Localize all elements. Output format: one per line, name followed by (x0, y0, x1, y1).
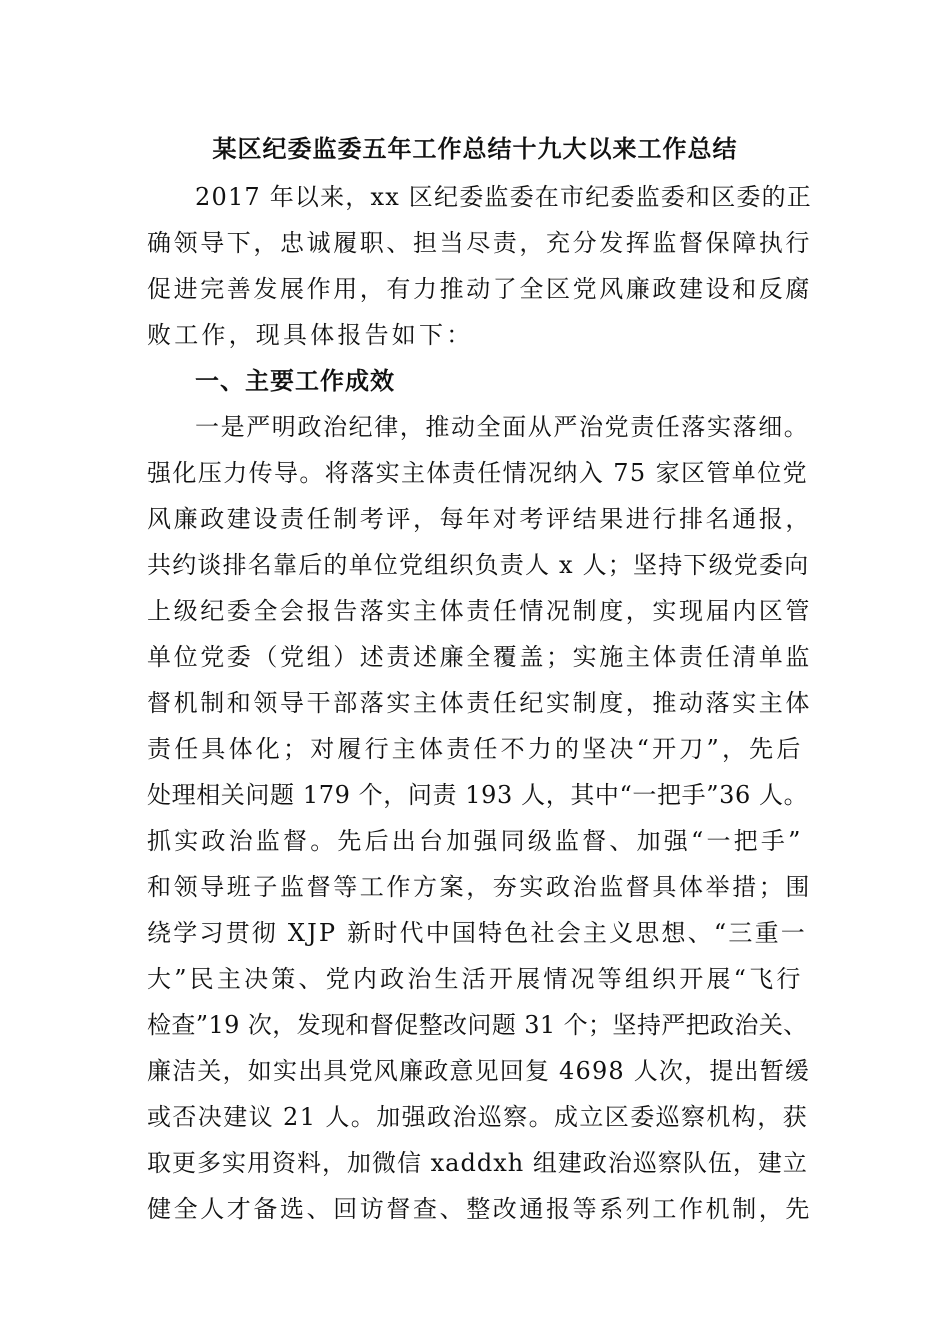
body-line: 2017 年以来，xx 区纪委监委在市纪委监委和区委的正 (195, 183, 813, 211)
body-line: 共约谈排名靠后的单位党组织负责人 x 人；坚持下级党委向 (147, 551, 810, 579)
body-line: 确领导下，忠诚履职、担当尽责，充分发挥监督保障执行 (147, 229, 812, 257)
body-line: 绕学习贯彻 XJP 新时代中国特色社会主义思想、“三重一 (147, 919, 807, 947)
body-line: 单位党委（党组）述责述廉全覆盖；实施主体责任清单监 (147, 643, 812, 671)
body-line: 处理相关问题 179 个，问责 193 人，其中“一把手”36 人。 (147, 781, 809, 809)
body-line: 取更多实用资料，加微信 xaddxh 组建政治巡察队伍，建立 (147, 1149, 808, 1177)
body-line: 上级纪委全会报告落实主体责任情况制度，实现届内区管 (147, 597, 812, 625)
body-line: 抓实政治监督。先后出台加强同级监督、加强“一把手” (147, 827, 804, 855)
body-line: 督机制和领导干部落实主体责任纪实制度，推动落实主体 (147, 689, 812, 717)
body-line: 强化压力传导。将落实主体责任情况纳入 75 家区管单位党 (147, 459, 808, 487)
body-line: 和领导班子监督等工作方案，夯实政治监督具体举措；围 (147, 873, 812, 901)
body-line: 败工作，现具体报告如下： (147, 321, 474, 349)
body-line: 一是严明政治纪律，推动全面从严治党责任落实落细。 (195, 413, 810, 441)
body-line: 促进完善发展作用，有力推动了全区党风廉政建设和反腐 (147, 275, 812, 303)
body-line: 风廉政建设责任制考评，每年对考评结果进行排名通报， (147, 505, 812, 533)
body-line: 大”民主决策、党内政治生活开展情况等组织开展“飞行 (147, 965, 804, 993)
body-line: 检查”19 次，发现和督促整改问题 31 个；坚持严把政治关、 (147, 1011, 808, 1039)
body-line: 廉洁关，如实出具党风廉政意见回复 4698 人次，提出暂缓 (147, 1057, 811, 1085)
body-line: 责任具体化；对履行主体责任不力的坚决“开刀”，先后 (147, 735, 804, 763)
document-title: 某区纪委监委五年工作总结十九大以来工作总结 (212, 135, 738, 163)
section-heading: 一、主要工作成效 (195, 367, 395, 395)
body-line: 健全人才备选、回访督查、整改通报等系列工作机制，先 (147, 1195, 812, 1223)
body-line: 或否决建议 21 人。加强政治巡察。成立区委巡察机构，获 (147, 1103, 808, 1131)
